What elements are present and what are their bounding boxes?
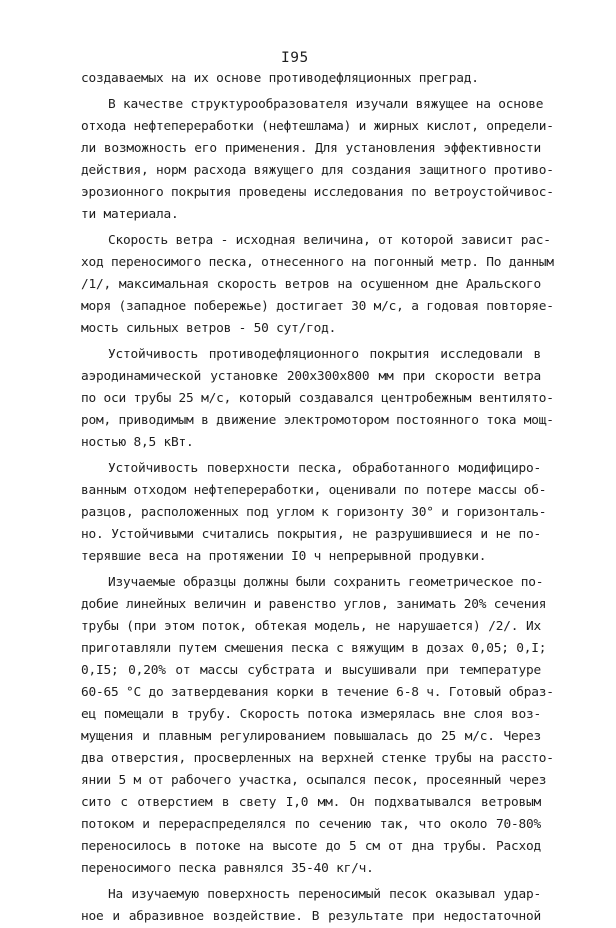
text-line: 60-65 °С до затвердевания корки в течение 6-8 ч. Готовый образ-	[81, 685, 554, 700]
text-line: ностью 8,5 кВт.	[81, 435, 194, 450]
text-line: 0,I5; 0,20% от массы субстрата и высушивали при температуре	[81, 663, 541, 678]
text-line: Скорость ветра - исходная величина, от которой зависит рас-	[108, 233, 551, 248]
paragraph	[81, 68, 541, 90]
text-line: ли возможность его применения. Для установления эффективности	[81, 141, 541, 156]
body-text	[81, 68, 554, 928]
text-line: терявшие веса на протяжении I0 ч непрерывной продувки.	[81, 549, 487, 564]
text-line: действия, норм расхода вяжущего для создания защитного противо-	[81, 163, 554, 178]
text-line: ром, приводимым в движение электромотором постоянного тока мощ-	[81, 413, 554, 428]
text-line: мущения и плавным регулированием повышалась до 25 м/с. Через	[81, 729, 541, 744]
paragraph	[81, 572, 554, 880]
text-line: аэродинамической установке 200х300х800 мм при скорости ветра	[81, 369, 541, 384]
text-line: приготавляли путем смешения песка с вяжущим в дозах 0,05; 0,I;	[81, 641, 547, 656]
text-line: трубы (при этом поток, обтекая модель, не нарушается) /2/. Их	[81, 619, 541, 634]
paragraph	[81, 884, 541, 928]
text-line: ное и абразивное воздействие. В результате при недостаточной	[81, 909, 541, 924]
text-line: два отверстия, просверленных на верхней стенке трубы на рассто-	[81, 751, 554, 766]
text-line: /1/, максимальная скорость ветров на осушенном дне Аральского	[81, 277, 541, 292]
text-line: ванным отходом нефтепереработки, оценивали по потере массы об-	[81, 483, 547, 498]
text-line: отхода нефтепереработки (нефтешлама) и жирных кислот, определи-	[81, 119, 554, 134]
text-line: переносилось в потоке на высоте до 5 см от дна трубы. Расход	[81, 839, 541, 854]
text-line: Устойчивость противодефляционного покрытия исследовали в	[108, 347, 541, 362]
text-line: по оси трубы 25 м/с, который создавался центробежным вентилято-	[81, 391, 554, 406]
text-line: разцов, расположенных под углом к горизонту 30° и горизонталь-	[81, 505, 547, 520]
paragraph	[81, 94, 554, 226]
text-line: моря (западное побережье) достигает 30 м/с, а годовая повторяе-	[81, 299, 554, 314]
text-line: мость сильных ветров - 50 сут/год.	[81, 321, 337, 336]
text-line: сито с отверстием в свету I,0 мм. Он подхватывался ветровым	[81, 795, 541, 810]
paragraph	[81, 230, 554, 340]
text-line: но. Устойчивыми считались покрытия, не разрушившиеся и не по-	[81, 527, 541, 542]
text-line: В качестве структурообразователя изучали вяжущее на основе	[108, 97, 544, 112]
text-line: На изучаемую поверхность переносимый песок оказывал удар-	[108, 887, 541, 902]
text-line: янии 5 м от рабочего участка, осыпался песок, просеянный через	[81, 773, 547, 788]
text-line: Изучаемые образцы должны были сохранить геометрическое по-	[108, 575, 544, 590]
text-line: переносимого песка равнялся 35-40 кг/ч.	[81, 861, 374, 876]
text-line: ход переносимого песка, отнесенного на погонный метр. По данным	[81, 255, 554, 270]
text-line: потоком и перераспределялся по сечению так, что около 70-80%	[81, 817, 541, 832]
text-line: эрозионного покрытия проведены исследования по ветроустойчивос-	[81, 185, 554, 200]
text-line: ец помещали в трубу. Скорость потока измерялась вне слоя воз-	[81, 707, 541, 722]
text-line: добие линейных величин и равенство углов, занимать 20% сечения	[81, 597, 547, 612]
text-line: Устойчивость поверхности песка, обработанного модифициро-	[108, 461, 541, 476]
page-number: I95	[281, 50, 309, 66]
text-line: создаваемых на их основе противодефляционных преград.	[81, 71, 479, 86]
paragraph	[81, 344, 554, 454]
text-line: ти материала.	[81, 207, 179, 222]
paragraph	[81, 458, 547, 568]
